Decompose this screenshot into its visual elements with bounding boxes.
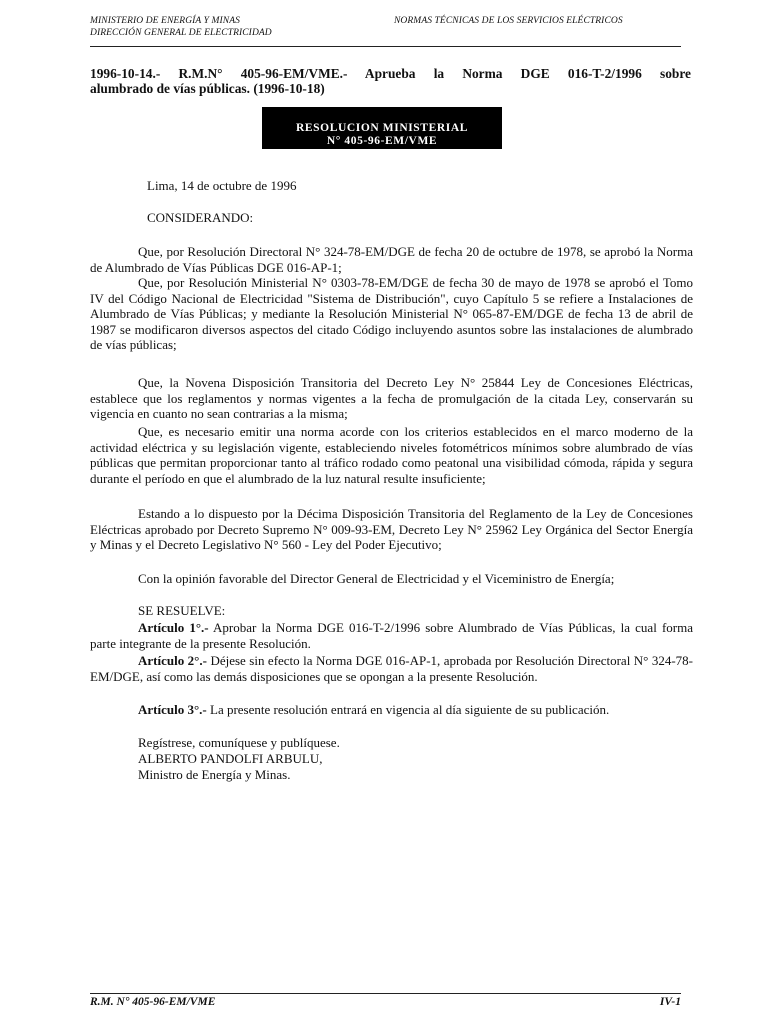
paragraph-6: [90, 571, 693, 587]
article-1: [90, 620, 693, 651]
paragraph-5-text: Estando a lo dispuesto por la Décima Disposición Transitoria del Reglamento de la Ley de Concesiones Eléctricas aprobado por Decreto Supremo N° 009-93-EM, Decreto Ley N° 25962 Ley Orgánica del Sector Energía y Minas y el Decreto Legislativo N° 560 - Ley del Poder Ejecutivo;: [90, 506, 693, 553]
closing-line-1: Regístrese, comuníquese y publíquese.: [138, 735, 340, 750]
article-3: [90, 702, 693, 718]
article-2: [90, 653, 693, 684]
paragraph-1: [90, 244, 693, 275]
considerando-heading: CONSIDERANDO:: [147, 210, 254, 225]
header-direction: DIRECCIÓN GENERAL DE ELECTRICIDAD: [90, 28, 272, 38]
resolution-box-line-1: RESOLUCION MINISTERIAL: [296, 122, 468, 134]
footer: [90, 996, 681, 1008]
paragraph-1-text: Que, por Resolución Directoral N° 324-78-EM/DGE de fecha 20 de octubre de 1978, se aprobó la Norma de Alumbrado de Vías Públicas DGE 016-AP-1;: [90, 244, 693, 275]
paragraph-4: [90, 424, 693, 486]
article-3-text: La presente resolución entrará en vigencia al día siguiente de su publicación.: [206, 702, 610, 717]
article-1-label: Artículo 1°.-: [138, 620, 209, 635]
header-ministry: MINISTERIO DE ENERGÍA Y MINAS: [90, 16, 240, 26]
article-1-text: Aprobar la Norma DGE 016-T-2/1996 sobre Alumbrado de Vías Públicas, la cual forma parte integrante de la presente Resolución.: [90, 620, 693, 651]
paragraph-2-text: Que, por Resolución Ministerial N° 0303-78-EM/DGE de fecha 30 de mayo de 1978 se aprobó el Tomo IV del Código Nacional de Electricidad "Sistema de Distribución", cuyo Capítulo 5 se refiere a Instalaciones de Alumbrado de Vías Públicas; y mediante la Resolución Ministerial N° 065-87-EM/DGE de fecha 13 de abril de 1987 se modificaron diversos aspectos del citado Código incluyendo asuntos sobre las instalaciones de alumbrado de vías públicas;: [90, 275, 693, 353]
se-resuelve-heading: SE RESUELVE:: [138, 603, 226, 618]
article-2-label: Artículo 2°.-: [138, 653, 207, 668]
article-3-label: Artículo 3°.-: [138, 702, 207, 717]
header-rule: [90, 46, 681, 47]
date-line: Lima, 14 de octubre de 1996: [147, 178, 297, 193]
article-2-text: Déjese sin efecto la Norma DGE 016-AP-1, aprobada por Resolución Directoral N° 324-78-EM/DGE, así como las demás disposiciones que se opongan a la presente Resolución.: [90, 653, 693, 684]
footer-reference: R.M. N° 405-96-EM/VME: [90, 996, 216, 1008]
paragraph-6-text: Con la opinión favorable del Director General de Electricidad y el Viceministro de Energía;: [138, 571, 615, 586]
paragraph-5: [90, 506, 693, 553]
signatory-title: Ministro de Energía y Minas.: [138, 767, 291, 782]
title-line-2: alumbrado de vías públicas. (1996-10-18): [90, 81, 325, 96]
paragraph-3: [90, 375, 693, 422]
paragraph-3-text: Que, la Novena Disposición Transitoria del Decreto Ley N° 25844 Ley de Concesiones Eléctricas, establece que los reglamentos y normas vigentes a la fecha de promulgación de la citada Ley, conservarán su vigencia en cuanto no sean contrarias a la misma;: [90, 375, 693, 422]
resolution-box-line-2: N° 405-96-EM/VME: [326, 135, 438, 147]
signatory-name: ALBERTO PANDOLFI ARBULU,: [138, 751, 323, 766]
page-number: IV-1: [659, 996, 681, 1008]
title-line-1: 1996-10-14.- R.M.N° 405-96-EM/VME.- Aprueba la Norma DGE 016-T-2/1996 sobre: [90, 66, 691, 81]
resolution-box: [262, 107, 502, 149]
document-title: [90, 66, 691, 96]
paragraph-4-text: Que, es necesario emitir una norma acorde con los criterios establecidos en el marco moderno de la actividad eléctrica y su legislación vigente, estableciendo niveles fotométricos mínimos sobre alumbrado de vías públicas que permitan proporcionar tanto al tráfico rodado como peatonal una visibilidad cómoda, rápida y segura durante el período en que el alumbrado de la luz natural resulte insuficiente;: [90, 424, 693, 486]
paragraph-2: [90, 275, 693, 353]
footer-rule: [90, 993, 681, 994]
header-norms: NORMAS TÉCNICAS DE LOS SERVICIOS ELÉCTRICOS: [394, 16, 623, 26]
